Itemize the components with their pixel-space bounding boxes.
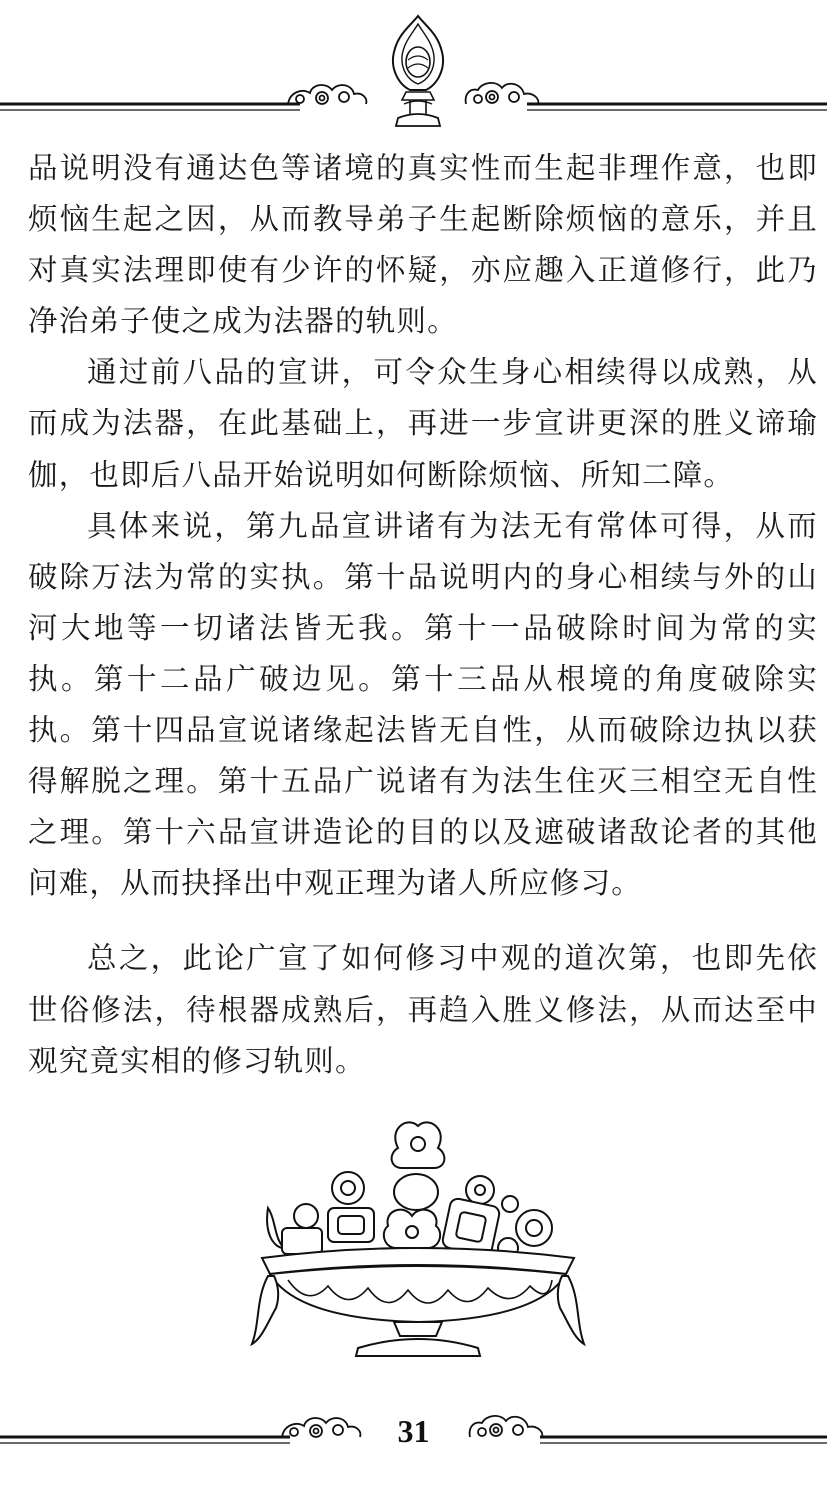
page-number: 31 xyxy=(397,1413,430,1449)
offering-bowl-svg xyxy=(248,1108,588,1363)
main-text xyxy=(28,143,818,1087)
paragraph-4: 总之，此论广宣了如何修习中观的道次第，也即先依世俗修法，待根器成熟后，再趋入胜义修法，从而达至中观究竟实相的修习轨则。 xyxy=(28,941,818,1078)
paragraph-1: 品说明没有通达色等诸境的真实性而生起非理作意，也即烦恼生起之因，从而教导弟子生起断除烦恼的意乐，并且对真实法理即使有少许的怀疑，亦应趣入正道修行，此乃净治弟子使之成为法器的轨则。 xyxy=(28,151,818,339)
paragraph-3: 具体来说，第九品宣讲诸有为法无有常体可得，从而破除万法为常的实执。第十品说明内的身心相续与外的山河大地等一切诸法皆无我。第十一品破除时间为常的实执。第十二品广破边见。第十三品从根境的角度破除实执。第十四品宣说诸缘起法皆无自性，从而破除边执以获得解脱之理。第十五品广说诸有为法生住灭三相空无自性之理。第十六品宣讲造论的目的以及遮破诸敌论者的其他问难，从而抉择出中观正理为诸人所应修习。 xyxy=(28,508,818,901)
header-rule-svg xyxy=(0,0,827,135)
paragraph-2: 通过前八品的宣讲，可令众生身心相续得以成熟，从而成为法器，在此基础上，再进一步宣讲更深的胜义谛瑜伽，也即后八品开始说明如何断除烦恼、所知二障。 xyxy=(28,355,818,492)
offering-bowl-icon xyxy=(248,1108,588,1363)
flaming-jewel-icon xyxy=(393,16,443,126)
cloud-scroll-icon xyxy=(288,85,366,104)
header-ornament xyxy=(0,0,827,135)
cloud-scroll-icon xyxy=(466,83,539,104)
